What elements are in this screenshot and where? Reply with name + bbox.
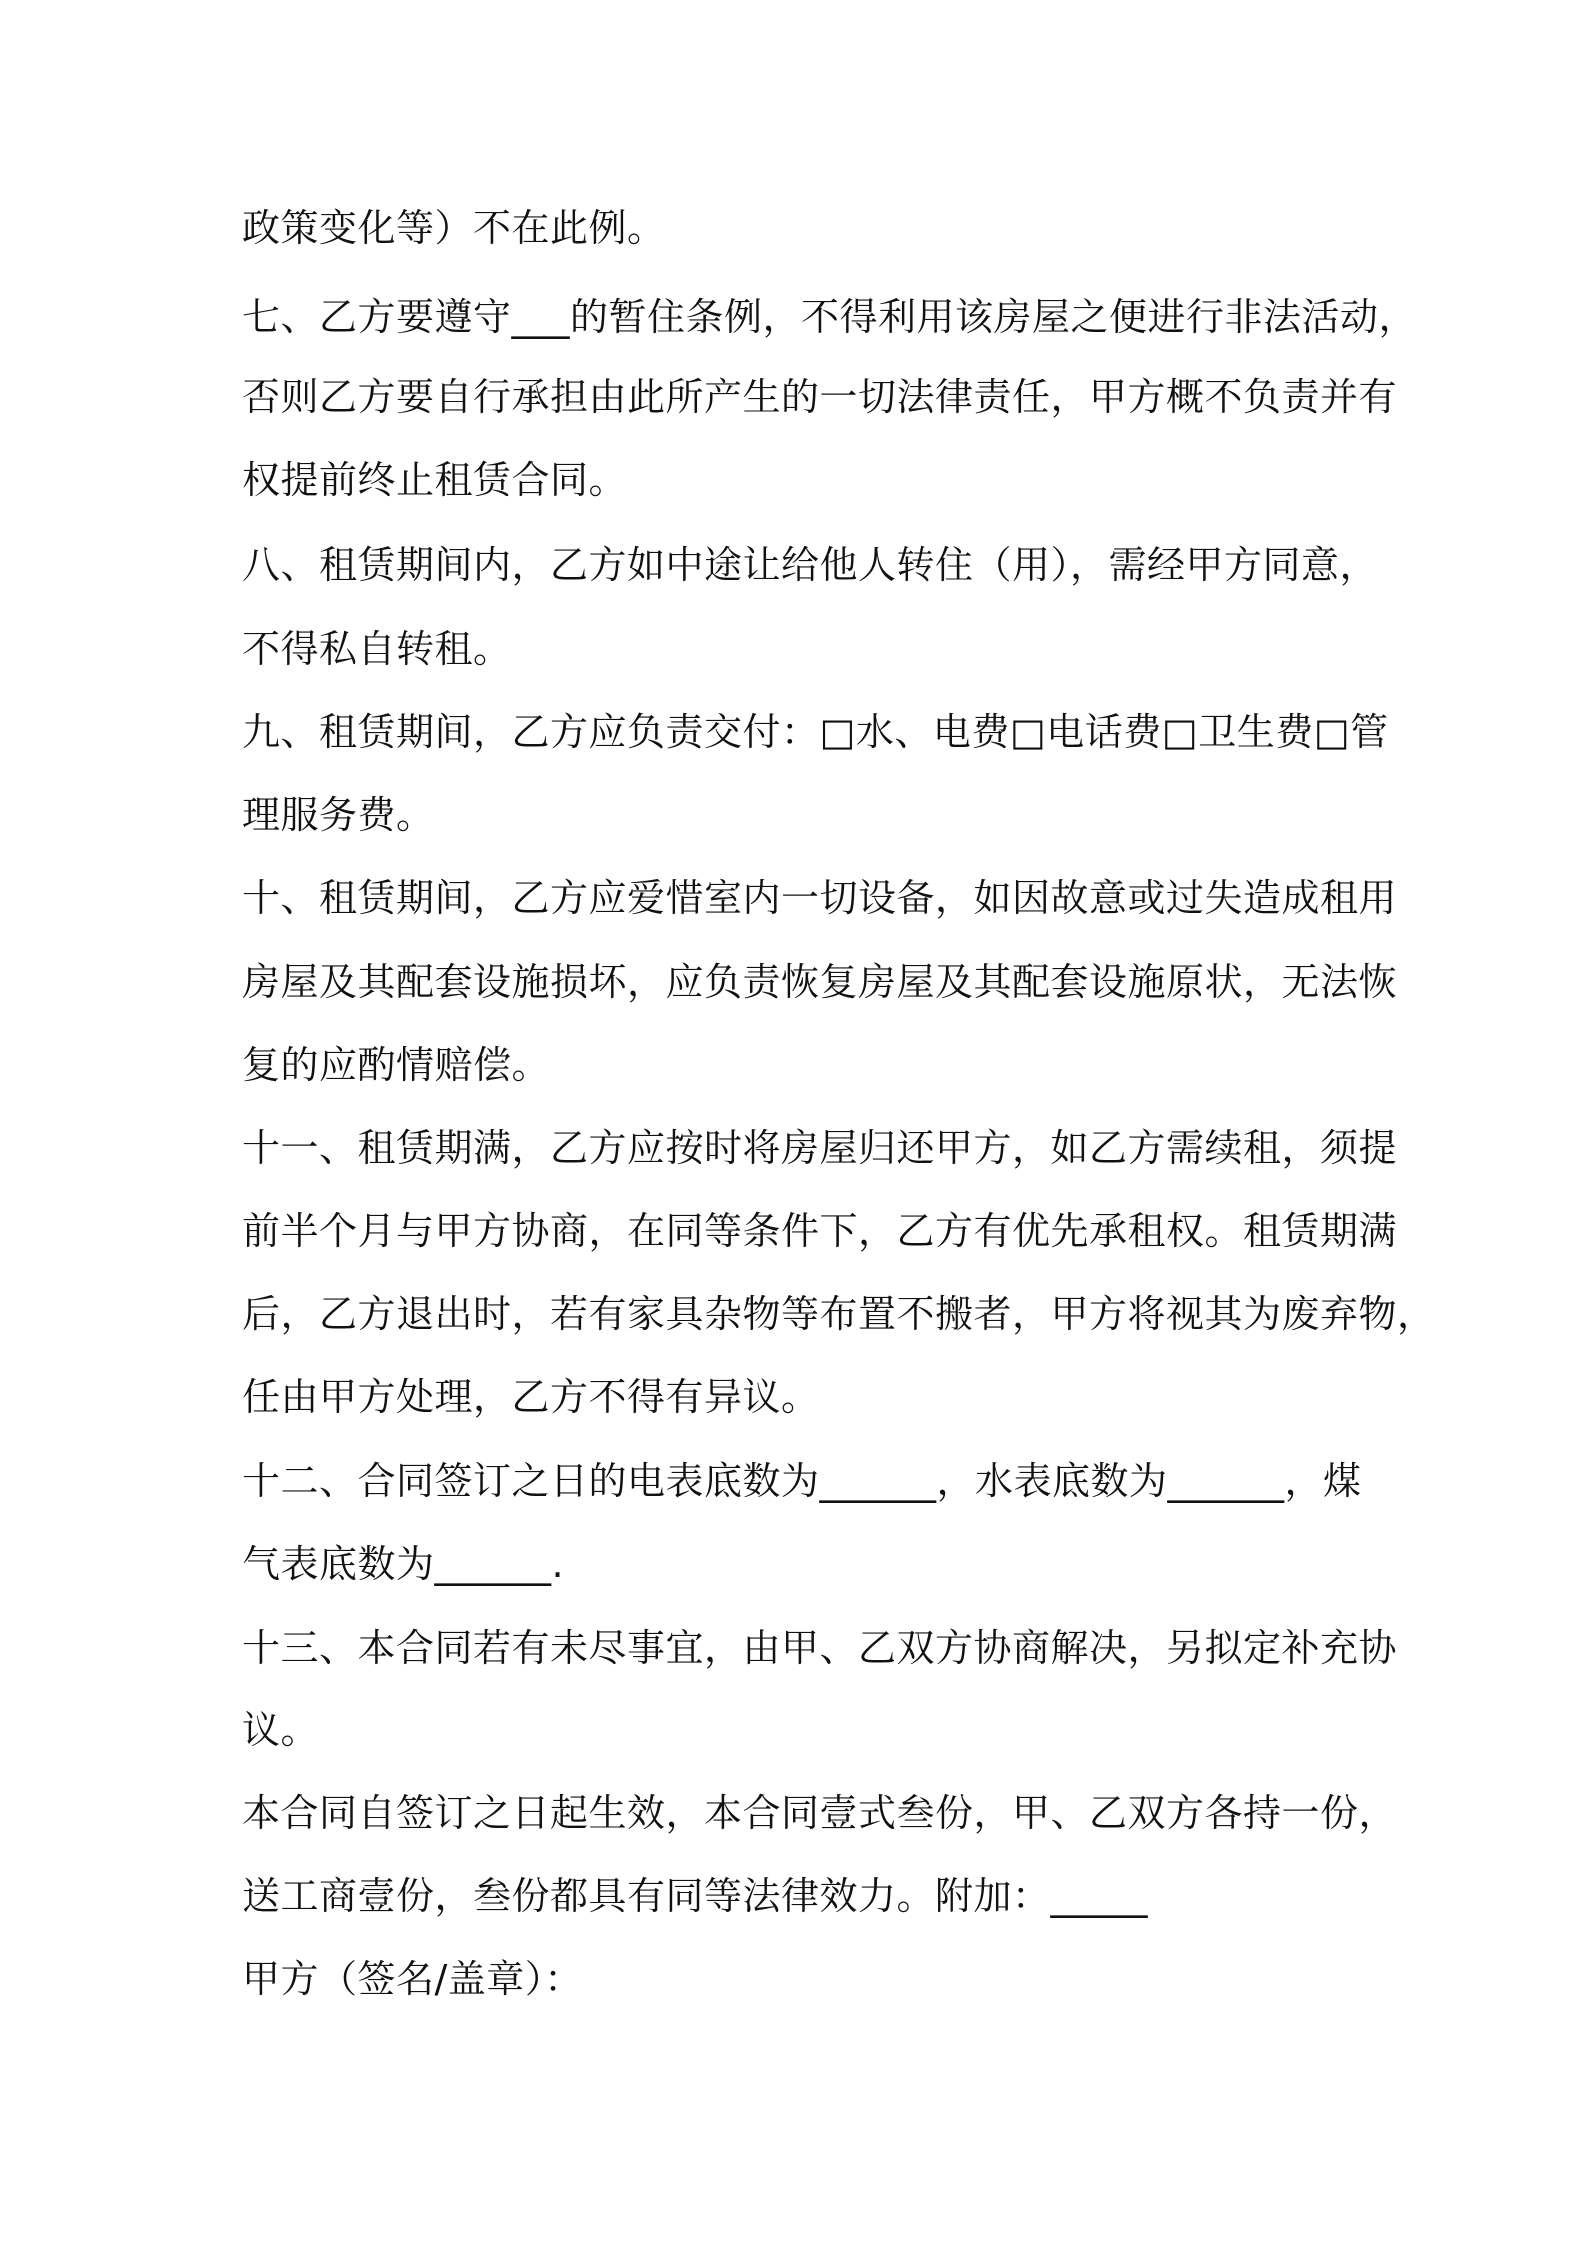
text-line: 后，乙方退出时，若有家具杂物等布置不搬者，甲方将视其为废弃物， <box>242 1292 1436 1336</box>
text-line: 气表底数为______. <box>242 1542 565 1586</box>
text-line: 不得私自转租。 <box>242 627 512 671</box>
text-line: 七、乙方要遵守___的暂住条例，不得利用该房屋之便进行非法活动， <box>242 295 1418 339</box>
text-line: 议。 <box>242 1708 320 1752</box>
text-line: 十三、本合同若有未尽事宜，由甲、乙双方协商解决，另拟定补充协 <box>242 1626 1398 1670</box>
text-line: 八、租赁期间内，乙方如中途让给他人转住（用），需经甲方同意， <box>242 543 1379 587</box>
text-line: 政策变化等）不在此例。 <box>242 206 666 250</box>
text-line: 理服务费。 <box>242 793 435 837</box>
text-line: 复的应酌情赔偿。 <box>242 1043 551 1087</box>
signature-label-party-a: 甲方（签名/盖章）： <box>242 1957 583 2001</box>
text-line: 否则乙方要自行承担由此所产生的一切法律责任，甲方概不负责并有 <box>242 375 1398 419</box>
text-line: 任由甲方处理，乙方不得有异议。 <box>242 1375 820 1419</box>
text-line: 十、租赁期间，乙方应爱惜室内一切设备，如因故意或过失造成租用 <box>242 876 1398 920</box>
text-line: 权提前终止租赁合同。 <box>242 458 628 502</box>
text-line: 九、租赁期间，乙方应负责交付：□水、电费□电话费□卫生费□管 <box>242 710 1389 754</box>
text-line: 前半个月与甲方协商，在同等条件下，乙方有优先承租权。租赁期满 <box>242 1209 1398 1253</box>
text-line: 十一、租赁期满，乙方应按时将房屋归还甲方，如乙方需续租，须提 <box>242 1126 1398 1170</box>
text-line: 本合同自签订之日起生效，本合同壹式叁份，甲、乙双方各持一份， <box>242 1791 1398 1835</box>
text-line: 房屋及其配套设施损坏，应负责恢复房屋及其配套设施原状，无法恢 <box>242 960 1398 1004</box>
text-line: 十二、合同签订之日的电表底数为______，水表底数为______，煤 <box>242 1459 1362 1503</box>
text-line: 送工商壹份，叁份都具有同等法律效力。附加：_____ <box>242 1874 1149 1918</box>
